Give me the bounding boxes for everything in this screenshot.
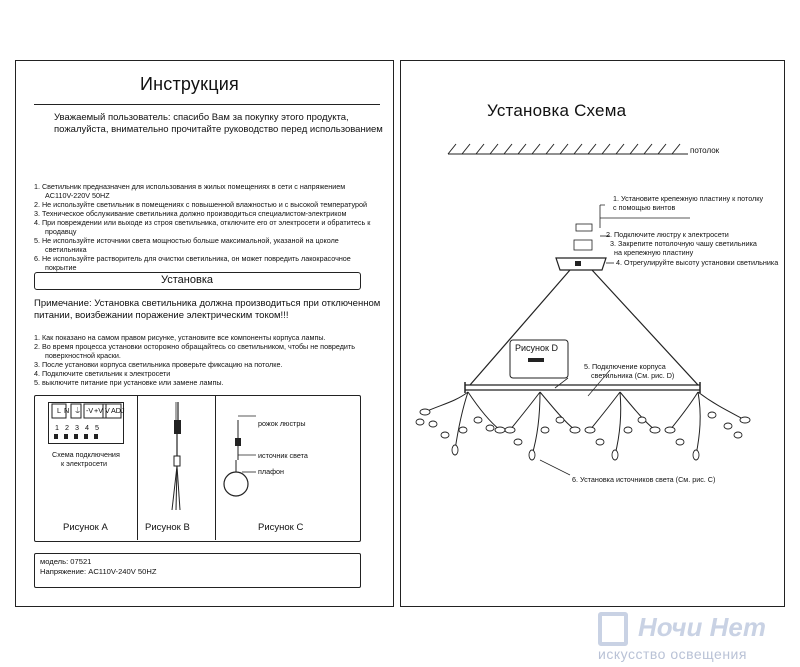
rule-line: 3. Техническое обслуживание светильника должно производиться специалистом-электриком xyxy=(34,209,347,218)
terminal-label: V xyxy=(105,406,110,415)
install-note-2: питании, воизбежании поражение электрическим током!!! xyxy=(34,310,289,321)
fig-a-caption-2: к электросети xyxy=(61,459,108,468)
watermark-brand: Ночи Нет xyxy=(638,612,766,642)
step-line: 3. После установки корпуса светильника проверьте фиксацию на потолке. xyxy=(34,360,283,369)
terminal-number: 2 xyxy=(65,423,69,432)
fig-a-caption-1: Схема подключения xyxy=(52,450,120,459)
terminal-number: 4 xyxy=(85,423,89,432)
terminal-label: N xyxy=(64,406,70,415)
figures-divider-2 xyxy=(215,395,216,540)
step-line: 4. Подключите светильник к электросети xyxy=(34,369,171,378)
terminal-label: -V xyxy=(86,406,94,415)
left-page-title: Инструкция xyxy=(140,74,239,94)
fig-b-connector-graphic xyxy=(150,400,205,515)
callout-line: 1. Установите крепежную пластину к потолку xyxy=(613,194,764,203)
title-underline xyxy=(34,104,380,105)
fig-d-label: Рисунок D xyxy=(515,343,558,353)
terminal-label: L xyxy=(57,406,61,415)
install-note-1: Примечание: Установка светильника должна производиться при отключенном xyxy=(34,298,381,309)
watermark-tagline: искусство освещения xyxy=(598,646,747,662)
rule-line: 5. Не используйте источники света мощностью больше максимальной, указаной на цоколе xyxy=(34,236,339,245)
rule-line: 4. При повреждении или выходе из строя светильника, отключите его от электросети и обратитесь к xyxy=(34,218,371,227)
callout-line: 2. Подключите люстру к электросети xyxy=(606,230,729,239)
fig-c-label-source: источник света xyxy=(258,451,308,460)
step-line: 5. выключите питание при установке или замене лампы. xyxy=(34,378,224,387)
rule-line: AC110V-220V 50HZ xyxy=(45,191,110,200)
fig-b-label: Рисунок В xyxy=(145,522,190,533)
callout-line: 6. Установка источников света (См. рис. С) xyxy=(572,475,716,484)
terminal-number: 1 xyxy=(55,423,59,432)
step-line: 1. Как показано на самом правом рисунке, установите все компоненты корпуса лампы. xyxy=(34,333,326,342)
callout-line: с помощью винтов xyxy=(613,203,676,212)
watermark-logo-icon xyxy=(598,612,628,646)
callout-line: светильника (См. рис. D) xyxy=(591,371,675,380)
right-page-title: Установка Схема xyxy=(487,101,627,120)
ground-icon: ⏚ xyxy=(74,406,82,415)
step-line: 2. Во время процесса установки осторожно обращайтесь со светильником, чтобы не повредить xyxy=(34,342,355,351)
installation-diagram xyxy=(400,130,783,505)
callout-line: на крепежную пластину xyxy=(614,248,694,257)
fig-c-label: Рисунок С xyxy=(258,522,304,533)
callout-line: 3. Закрепите потолочную чашу светильника xyxy=(610,239,757,248)
install-heading: Установка xyxy=(161,274,213,286)
intro-line-1: Уважаемый пользователь: спасибо Вам за покупку этого продукта, xyxy=(54,112,349,123)
terminal-label: ADJ xyxy=(111,406,125,415)
terminal-number: 3 xyxy=(75,423,79,432)
fig-c-label-horn: рожок люстры xyxy=(258,419,306,428)
rule-line: светильника xyxy=(45,245,87,254)
terminal-number: 5 xyxy=(95,423,99,432)
callout-line: 4. Отрегулируйте высоту установки светильника xyxy=(616,258,779,267)
rule-line: 2. Не используйте светильник в помещениях с повышенной влажностью и с высокой температурой xyxy=(34,200,367,209)
step-line: поверхностной краски. xyxy=(45,351,121,360)
ceiling-label: потолок xyxy=(690,146,720,155)
fig-c-label-shade: плафон xyxy=(258,467,284,476)
fig-a-label: Рисунок А xyxy=(63,522,108,533)
intro-line-2: пожалуйста, внимательно прочитайте руководство перед использованием xyxy=(54,124,383,135)
callout-line: 5. Подключение корпуса xyxy=(584,362,666,371)
rule-line: покрытие xyxy=(45,263,77,272)
rule-line: 6. Не используйте растворитель для очистки светильника, он может повредить лакокрасочное xyxy=(34,254,351,263)
figures-divider-1 xyxy=(137,395,138,540)
terminal-label: +V xyxy=(94,406,103,415)
rule-line: продавцу xyxy=(45,227,77,236)
rule-line: 1. Светильник предназначен для использования в жилых помещениях в сети с напряжением xyxy=(34,182,346,191)
voltage-label: Напряжение: AC110V-240V 50HZ xyxy=(40,567,157,576)
model-label: модель: 07521 xyxy=(40,557,92,566)
